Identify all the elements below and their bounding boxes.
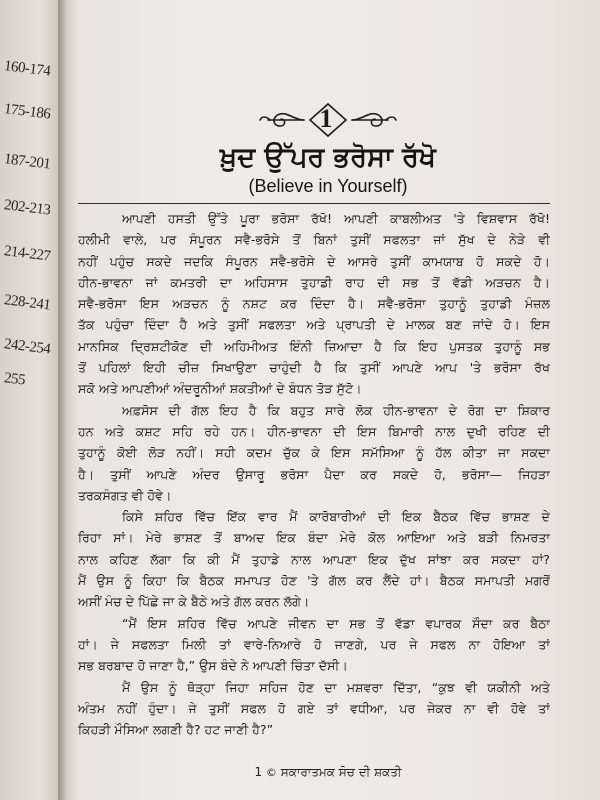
left-page-number: 255 (3, 370, 26, 389)
binding-shadow (58, 0, 68, 800)
text-line: ਅੰਤਮ ਨਹੀਂ ਹੁੰਦਾ। ਜੇ ਤੁਸੀਂ ਸਫਲ ਹੋ ਗਏ ਤਾਂ ਵਧੀਆ, ਪਰ ਜੇਕਰ ਨਾ ਵੀ ਹੋਵੇ ਤਾਂ (78, 700, 550, 716)
text-line: ਨਹੀਂ ਪਹੁੰਚ ਸਕਦੇ ਜਦਕਿ ਸੰਪੂਰਨ ਸਵੈ-ਭਰੋਸੇ ਦੇ ਆਸਰੇ ਤੁਸੀਂ ਕਾਮਯਾਬ ਹੋ ਸਕਦੇ ਹੋ। (78, 253, 550, 269)
chapter-body (78, 208, 550, 740)
left-page-number: 242-254 (3, 336, 52, 358)
text-line: ਸਵੈ-ਭਰੋਸਾ ਇਸ ਅੜਚਨ ਨੂੰ ਨਸ਼ਟ ਕਰ ਦਿੰਦਾ ਹੈ। ਸਵੈ-ਭਰੋਸਾ ਤੁਹਾਨੂੰ ਤੁਹਾਡੀ ਮੰਜ਼ਲ (78, 296, 550, 312)
footer-book-title: ਸਕਾਰਾਤਮਕ ਸੋਚ ਦੀ ਸ਼ਕਤੀ (280, 765, 402, 779)
text-line: ਸਕੋ ਅਤੇ ਆਪਣੀਆਂ ਅੰਦਰੂਨੀਆਂ ਸ਼ਕਤੀਆਂ ਦੇ ਬੰਧਨ ਤੋੜ ਸੁੱਟੋ। (78, 381, 362, 397)
text-line: ਹੈ। ਤੁਸੀਂ ਆਪਣੇ ਅੰਦਰ ਉਸਾਰੂ ਭਰੋਸਾ ਪੈਦਾ ਕਰ ਸਕਦੇ ਹੋ, ਭਰੋਸਾ— ਜਿਹੜਾ (78, 466, 550, 482)
text-line: ਮਾਨਸਿਕ ਦ੍ਰਿਸ਼ਟੀਕੋਣ ਦੀ ਅਹਿਮੀਅਤ ਇੰਨੀ ਜ਼ਿਆਦਾ ਹੈ ਕਿ ਇਹ ਪੁਸਤਕ ਤੁਹਾਨੂੰ ਸਭ (78, 338, 550, 354)
text-line: ਮੈਂ ਉਸ ਨੂੰ ਥੋੜ੍ਹਾ ਜਿਹਾ ਸਹਿਜ ਹੋਣ ਦਾ ਮਸ਼ਵਰਾ ਦਿੱਤਾ, “ਕੁਝ ਵੀ ਯਕੀਨੀ ਅਤੇ (122, 679, 550, 695)
text-line: ਹੀਨ-ਭਾਵਨਾ ਜਾਂ ਕਮਤਰੀ ਦਾ ਅਹਿਸਾਸ ਤੁਹਾਡੀ ਰਾਹ ਦੀ ਸਭ ਤੋਂ ਵੱਡੀ ਅੜਚਨ ਹੈ। (78, 274, 550, 290)
text-line: “ਮੈਂ ਇਸ ਸ਼ਹਿਰ ਵਿੱਚ ਆਪਣੇ ਜੀਵਨ ਦਾ ਸਭ ਤੋਂ ਵੱਡਾ ਵਪਾਰਕ ਸੌਦਾ ਕਰ ਬੈਠਾ (122, 615, 550, 631)
text-line: ਨਾਲ ਕਹਿਣ ਲੱਗਾ ਕਿ ਕੀ ਮੈਂ ਤੁਹਾਡੇ ਨਾਲ ਆਪਣਾ ਇਕ ਦੁੱਖ ਸਾਂਝਾ ਕਰ ਸਕਦਾ ਹਾਂ? (78, 551, 550, 567)
text-line: ਮੈਂ ਉਸ ਨੂੰ ਕਿਹਾ ਕਿ ਬੈਠਕ ਸਮਾਪਤ ਹੋਣ 'ਤੇ ਗੱਲ ਕਰ ਲੈਂਦੇ ਹਾਂ। ਬੈਠਕ ਸਮਾਪਤੀ ਮਗਰੋਂ (78, 573, 550, 589)
left-page-number: 228-241 (3, 292, 52, 314)
left-page-number: 202-213 (3, 197, 52, 219)
left-page-number: 160-174 (3, 58, 52, 80)
text-line: ਤਰਕਸੰਗਤ ਵੀ ਹੋਵੇ। (78, 487, 172, 503)
left-page-number: 187-201 (3, 151, 52, 173)
text-line: ਆਪਣੀ ਹਸਤੀ ਉੱਤੇ ਪੂਰਾ ਭਰੋਸਾ ਰੱਖੋ! ਆਪਣੀ ਕਾਬਲੀਅਤ 'ਤੇ ਵਿਸ਼ਵਾਸ ਰੱਖੋ! (122, 211, 550, 226)
left-page-number: 175-186 (3, 101, 52, 123)
text-line: ਅਫ਼ਸੋਸ ਦੀ ਗੱਲ ਇਹ ਹੈ ਕਿ ਬਹੁਤ ਸਾਰੇ ਲੋਕ ਹੀਨ-ਭਾਵਨਾ ਦੇ ਰੋਗ ਦਾ ਸ਼ਿਕਾਰ (122, 402, 550, 418)
title-divider (78, 203, 550, 204)
copyright-symbol: © (265, 766, 277, 779)
text-line: ਤੱਕ ਪਹੁੰਚਾ ਦਿੰਦਾ ਹੈ ਅਤੇ ਤੁਸੀਂ ਸਫਲਤਾ ਅਤੇ ਪ੍ਰਾਪਤੀ ਦੇ ਮਾਲਕ ਬਣ ਜਾਂਦੇ ਹੋ। ਇਸ (78, 317, 550, 333)
text-line: ਤੁਹਾਨੂੰ ਕੋਈ ਲੋੜ ਨਹੀਂ। ਸਹੀ ਕਦਮ ਚੁੱਕ ਕੇ ਇਸ ਸਮੱਸਿਆ ਨੂੰ ਹੱਲ ਕੀਤਾ ਜਾ ਸਕਦਾ (78, 445, 550, 461)
left-page-number: 214-227 (3, 243, 52, 265)
text-line: ਹਨ ਅਤੇ ਕਸ਼ਟ ਸਹਿ ਰਹੇ ਹਨ। ਹੀਨ-ਭਾਵਨਾ ਦੀ ਇਸ ਬਿਮਾਰੀ ਨਾਲ ਦੁਖੀ ਰਹਿਣ ਦੀ (78, 423, 550, 439)
footer-page-number: 1 (254, 765, 263, 779)
text-line: ਹਲੀਮੀ ਵਾਲੇ, ਪਰ ਸੰਪੂਰਨ ਸਵੈ-ਭਰੋਸੇ ਤੋਂ ਬਿਨਾਂ ਤੁਸੀਂ ਸਫਲਤਾ ਜਾਂ ਸੁੱਖ ਦੇ ਨੇੜੇ ਵੀ (78, 232, 550, 248)
text-line: ਕਿਸੇ ਸ਼ਹਿਰ ਵਿੱਚ ਇੱਕ ਵਾਰ ਮੈਂ ਕਾਰੋਬਾਰੀਆਂ ਦੀ ਇਕ ਬੈਠਕ ਵਿੱਚ ਭਾਸ਼ਣ ਦੇ (122, 509, 550, 525)
text-line: ਹਾਂ। ਜੇ ਸਫਲਤਾ ਮਿਲੀ ਤਾਂ ਵਾਰੇ-ਨਿਆਰੇ ਹੋ ਜਾਣਗੇ, ਪਰ ਜੇ ਸਫਲ ਨਾ ਹੋਇਆ ਤਾਂ (78, 636, 550, 652)
text-line: ਕਿਹੜੀ ਮੌਸਿਆ ਲਗਣੀ ਹੈ? ਹਟ ਜਾਣੀ ਹੈ?” (78, 722, 274, 738)
text-line: ਅਸੀਂ ਮੰਚ ਦੇ ਪਿੱਛੇ ਜਾ ਕੇ ਬੈਠੇ ਅਤੇ ਗੱਲ ਕਰਨ ਲੱਗੇ। (78, 594, 310, 610)
page-footer (118, 765, 538, 780)
text-line: ਸਭ ਬਰਬਾਦ ਹੋ ਜਾਣਾ ਹੈ,” ਉਸ ਬੰਦੇ ਨੇ ਆਪਣੀ ਚਿੰਤਾ ਦੱਸੀ। (78, 658, 348, 674)
chapter-subtitle: (Believe in Yourself) (248, 176, 408, 196)
text-line: ਰਿਹਾ ਸਾਂ। ਮੇਰੇ ਭਾਸ਼ਣ ਤੋਂ ਬਾਅਦ ਇਕ ਬੰਦਾ ਮੇਰੇ ਕੋਲ ਆਇਆ ਅਤੇ ਬੜੀ ਨਿਮਰਤਾ (78, 530, 550, 546)
left-facing-page (0, 0, 58, 800)
chapter-title: ਖ਼ੁਦ ਉੱਪਰ ਭਰੋਸਾ ਰੱਖੋ (220, 142, 436, 173)
text-line: ਤੋਂ ਪਹਿਲਾਂ ਇਹੀ ਚੀਜ਼ ਸਿਖਾਉਣਾ ਚਾਹੁੰਦੀ ਹੈ ਕਿ ਤੁਸੀਂ ਆਪਣੇ ਆਪ 'ਤੇ ਭਰੋਸਾ ਰੱਖ (78, 360, 550, 376)
chapter-number: 1 (319, 104, 333, 133)
book-page (58, 0, 600, 800)
